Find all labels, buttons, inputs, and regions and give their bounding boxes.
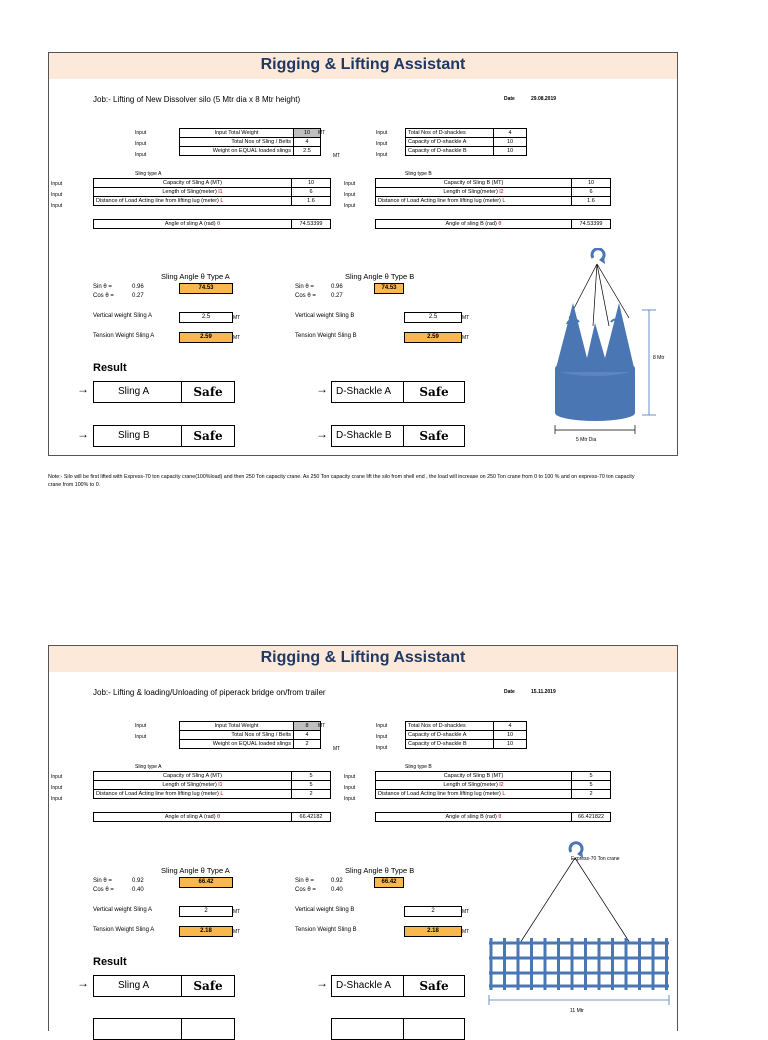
sling-type-b-label: Sling type B	[405, 764, 432, 770]
result-sling-b	[93, 1018, 235, 1040]
cos-b: 0.40	[331, 887, 343, 893]
date-label: Date	[504, 96, 515, 102]
angle-deg-a: 74.53	[179, 283, 233, 294]
page-title: Rigging & Lifting Assistant	[260, 56, 466, 73]
date-value: 29.08.2019	[531, 96, 557, 102]
tension-b-label: Tension Weight Sling B	[295, 333, 357, 339]
label: Angle of sling B (rad) θ	[376, 813, 572, 822]
length-sling-b[interactable]: 6	[572, 188, 611, 197]
label: Capacity of Sling A (MT)	[94, 772, 292, 781]
angle-b-row	[375, 219, 611, 229]
distance-b[interactable]: 2	[572, 790, 611, 799]
job-description: Job:- Lifting & loading/Unloading of piperack bridge on/from trailer	[93, 688, 326, 697]
capacity-shackle-b[interactable]: 10	[494, 147, 527, 156]
input-tag: Input	[51, 785, 63, 791]
input-tag: Input	[344, 796, 356, 802]
label: Distance of Load Acting line from lifting lug (meter) L	[376, 197, 572, 206]
sin-label: Sin θ =	[295, 878, 314, 884]
label: Total Nos of D-shackles	[406, 129, 494, 138]
label: Length of Sling(meter) l2	[376, 188, 572, 197]
capacity-sling-a[interactable]: 10	[292, 179, 331, 188]
sin-label: Sin θ =	[93, 878, 112, 884]
sling-type-a-label: Sling type A	[135, 171, 162, 177]
angle-b-row	[375, 812, 611, 822]
sling-angle-a-heading: Sling Angle θ Type A	[161, 272, 230, 281]
total-nos-shackles[interactable]: 4	[494, 129, 527, 138]
vertical-a-label: Vertical weight Sling A	[93, 907, 153, 913]
result-label: D-Shackle B	[332, 426, 404, 446]
result-label: D-Shackle A	[332, 382, 404, 402]
cos-label: Cos θ =	[93, 887, 114, 893]
label: Capacity of D-shackle B	[406, 740, 494, 749]
input-tag: Input	[344, 785, 356, 791]
unit: MT	[233, 335, 241, 341]
shackle-table	[405, 128, 527, 156]
input-tag: Input	[135, 723, 147, 729]
unit: MT	[333, 153, 341, 159]
result-status: Safe	[419, 385, 449, 399]
sin-b: 0.92	[331, 878, 343, 884]
angle-deg-b: 74.53	[374, 283, 404, 294]
unit: MT	[233, 315, 241, 321]
cos-b: 0.27	[331, 293, 343, 299]
result-dshackle-a	[331, 975, 465, 997]
label: Total Nos of Sling / Belts	[180, 731, 294, 740]
vertical-a: 2	[179, 906, 233, 917]
angle-deg-a: 66.42	[179, 877, 233, 888]
result-dshackle-b	[331, 425, 465, 447]
label: Capacity of D-shackle A	[406, 138, 494, 147]
angle-deg-b: 66.42	[374, 877, 404, 888]
vertical-b-label: Vertical weight Sling B	[295, 907, 355, 913]
note-text: Note:- Silo will be first lifted with Express-70 ton capacity crane(100%load) and then 250 Ton capacity crane. As 250 Ton capacity crane lift the silo from shell end , the load will increase on 250 Ton crane from 0 to 100 % and on express-70 ton capacity crane from 100% to 0.	[48, 474, 635, 488]
input-tag: Input	[344, 774, 356, 780]
piperack-bridge-figure	[485, 838, 675, 1028]
capacity-sling-b[interactable]: 10	[572, 179, 611, 188]
height-dimension: 8 Mtr	[653, 355, 665, 361]
sin-b: 0.96	[331, 284, 343, 290]
result-heading: Result	[93, 362, 127, 374]
sin-label: Sin θ =	[93, 284, 112, 290]
capacity-sling-a[interactable]: 5	[292, 772, 331, 781]
arrow-icon: →	[77, 976, 89, 990]
label: Length of Sling(meter) l1	[94, 781, 292, 790]
label: Input Total Weight	[180, 129, 294, 138]
sling-b-table	[375, 771, 611, 799]
input-tag: Input	[135, 141, 147, 147]
label: Length of Sling(meter) l1	[94, 188, 292, 197]
arrow-icon: →	[316, 382, 328, 396]
cos-a: 0.27	[132, 293, 144, 299]
vertical-b: 2.5	[404, 312, 462, 323]
label: Angle of sling B (rad) θ	[376, 220, 572, 229]
unit: MT	[318, 723, 326, 729]
unit: MT	[462, 929, 470, 935]
distance-b[interactable]: 1.6	[572, 197, 611, 206]
result-status: Safe	[419, 429, 449, 443]
label: Distance of Load Acting line from lifting lug (meter) L	[94, 197, 292, 206]
sin-label: Sin θ =	[295, 284, 314, 290]
unit: MT	[333, 746, 341, 752]
arrow-icon: →	[77, 382, 89, 396]
tension-a-label: Tension Weight Sling A	[93, 333, 155, 339]
sling-angle-b-heading: Sling Angle θ Type B	[345, 272, 415, 281]
label: Weight on EQUAL loaded slings	[180, 740, 294, 749]
result-sling-a	[93, 975, 235, 997]
capacity-shackle-a[interactable]: 10	[494, 138, 527, 147]
sin-a: 0.96	[132, 284, 144, 290]
date-value: 15.11.2019	[531, 689, 556, 695]
result-sling-a	[93, 381, 235, 403]
angle-a: 74.53399	[292, 220, 331, 229]
weight-equal: 2.5	[294, 147, 321, 156]
unit: MT	[462, 909, 470, 915]
result-status: Safe	[419, 979, 449, 993]
input-tag: Input	[51, 181, 63, 187]
label: Weight on EQUAL loaded slings	[180, 147, 294, 156]
result-status: Safe	[193, 429, 223, 443]
sling-type-a-label: Sling type A	[135, 764, 162, 770]
input-tag: Input	[51, 203, 63, 209]
input-tag: Input	[376, 745, 388, 751]
label: Capacity of D-shackle B	[406, 147, 494, 156]
input-tag: Input	[51, 774, 63, 780]
total-nos-sling[interactable]: 4	[294, 731, 321, 740]
input-tag: Input	[344, 181, 356, 187]
label: Input Total Weight	[180, 722, 294, 731]
result-status: Safe	[193, 979, 223, 993]
result-label: Sling A	[94, 976, 182, 996]
angle-b: 74.53399	[572, 220, 611, 229]
angle-a: 66.42182	[292, 813, 331, 822]
input-tag: Input	[376, 141, 388, 147]
unit: MT	[233, 909, 241, 915]
input-tag: Input	[51, 796, 63, 802]
input-tag: Input	[344, 203, 356, 209]
input-total-weight[interactable]: 8	[294, 722, 321, 731]
total-nos-shackles[interactable]: 4	[494, 722, 527, 731]
worksheet-2	[48, 645, 678, 1031]
silo-figure	[549, 248, 669, 443]
label: Distance of Load Acting line from lifting lug (meter) L	[376, 790, 572, 799]
result-sling-b	[93, 425, 235, 447]
distance-a[interactable]: 2	[292, 790, 331, 799]
input-tag: Input	[51, 192, 63, 198]
label: Length of Sling(meter) l2	[376, 781, 572, 790]
sin-a: 0.92	[132, 878, 144, 884]
result-status: Safe	[193, 385, 223, 399]
tension-a-label: Tension Weight Sling A	[93, 927, 155, 933]
weight-table	[179, 721, 321, 749]
tension-a: 2.59	[179, 332, 233, 343]
input-total-weight[interactable]: 10	[294, 129, 321, 138]
result-label: D-Shackle A	[332, 976, 404, 996]
result-heading: Result	[93, 956, 127, 968]
input-tag: Input	[135, 130, 147, 136]
shackle-table	[405, 721, 527, 749]
capacity-shackle-b[interactable]: 10	[494, 740, 527, 749]
length-sling-a[interactable]: 6	[292, 188, 331, 197]
cos-a: 0.40	[132, 887, 144, 893]
weight-equal: 2	[294, 740, 321, 749]
sling-a-table	[93, 771, 331, 799]
arrow-icon: →	[77, 427, 89, 441]
arrow-icon: →	[316, 427, 328, 441]
label: Total Nos of D-shackles	[406, 722, 494, 731]
cos-label: Cos θ =	[93, 293, 114, 299]
diameter-dimension: 5 Mtr Dia	[576, 437, 597, 443]
label: Capacity of Sling A (MT)	[94, 179, 292, 188]
label: Total Nos of Sling / Belts	[180, 138, 294, 147]
tension-b: 2.59	[404, 332, 462, 343]
sling-angle-a-heading: Sling Angle θ Type A	[161, 866, 230, 875]
label: Angle of sling A (rad) θ	[94, 813, 292, 822]
vertical-a-label: Vertical weight Sling A	[93, 313, 153, 319]
label: Capacity of Sling B (MT)	[376, 772, 572, 781]
result-dshackle-a	[331, 381, 465, 403]
capacity-sling-b[interactable]: 5	[572, 772, 611, 781]
input-tag: Input	[135, 152, 147, 158]
unit: MT	[462, 335, 470, 341]
result-label: Sling B	[94, 426, 182, 446]
input-tag: Input	[376, 130, 388, 136]
capacity-shackle-a[interactable]: 10	[494, 731, 527, 740]
label: Capacity of D-shackle A	[406, 731, 494, 740]
input-tag: Input	[376, 152, 388, 158]
unit: MT	[318, 130, 326, 136]
vertical-b: 2	[404, 906, 462, 917]
arrow-icon: →	[316, 976, 328, 990]
tension-b-label: Tension Weight Sling B	[295, 927, 357, 933]
result-dshackle-b	[331, 1018, 465, 1040]
angle-b: 66.421822	[572, 813, 611, 822]
cos-label: Cos θ =	[295, 293, 316, 299]
vertical-a: 2.5	[179, 312, 233, 323]
sling-a-table	[93, 178, 331, 206]
sling-type-b-label: Sling type B	[405, 171, 432, 177]
label: Angle of sling A (rad) θ	[94, 220, 292, 229]
label: Capacity of Sling B (MT)	[376, 179, 572, 188]
input-tag: Input	[376, 723, 388, 729]
date-label: Date	[504, 689, 515, 695]
angle-a-row	[93, 812, 331, 822]
tension-b: 2.18	[404, 926, 462, 937]
sling-angle-b-heading: Sling Angle θ Type B	[345, 866, 415, 875]
unit: MT	[233, 929, 241, 935]
cos-label: Cos θ =	[295, 887, 316, 893]
worksheet-1	[48, 52, 678, 456]
label: Distance of Load Acting line from lifting lug (meter) L	[94, 790, 292, 799]
page-title: Rigging & Lifting Assistant	[260, 649, 466, 666]
job-description: Job:- Lifting of New Dissolver silo (5 Mtr dia x 8 Mtr height)	[93, 95, 301, 104]
length-sling-a[interactable]: 5	[292, 781, 331, 790]
tension-a: 2.18	[179, 926, 233, 937]
result-label: Sling A	[94, 382, 182, 402]
sling-b-table	[375, 178, 611, 206]
length-sling-b[interactable]: 5	[572, 781, 611, 790]
weight-table	[179, 128, 321, 156]
width-dimension: 11 Mtr	[570, 1008, 584, 1014]
input-tag: Input	[135, 734, 147, 740]
crane-label: Express-70 Ton crane	[571, 856, 620, 862]
angle-a-row	[93, 219, 331, 229]
input-tag: Input	[376, 734, 388, 740]
input-tag: Input	[344, 192, 356, 198]
total-nos-sling[interactable]: 4	[294, 138, 321, 147]
distance-a[interactable]: 1.6	[292, 197, 331, 206]
unit: MT	[462, 315, 470, 321]
vertical-b-label: Vertical weight Sling B	[295, 313, 355, 319]
